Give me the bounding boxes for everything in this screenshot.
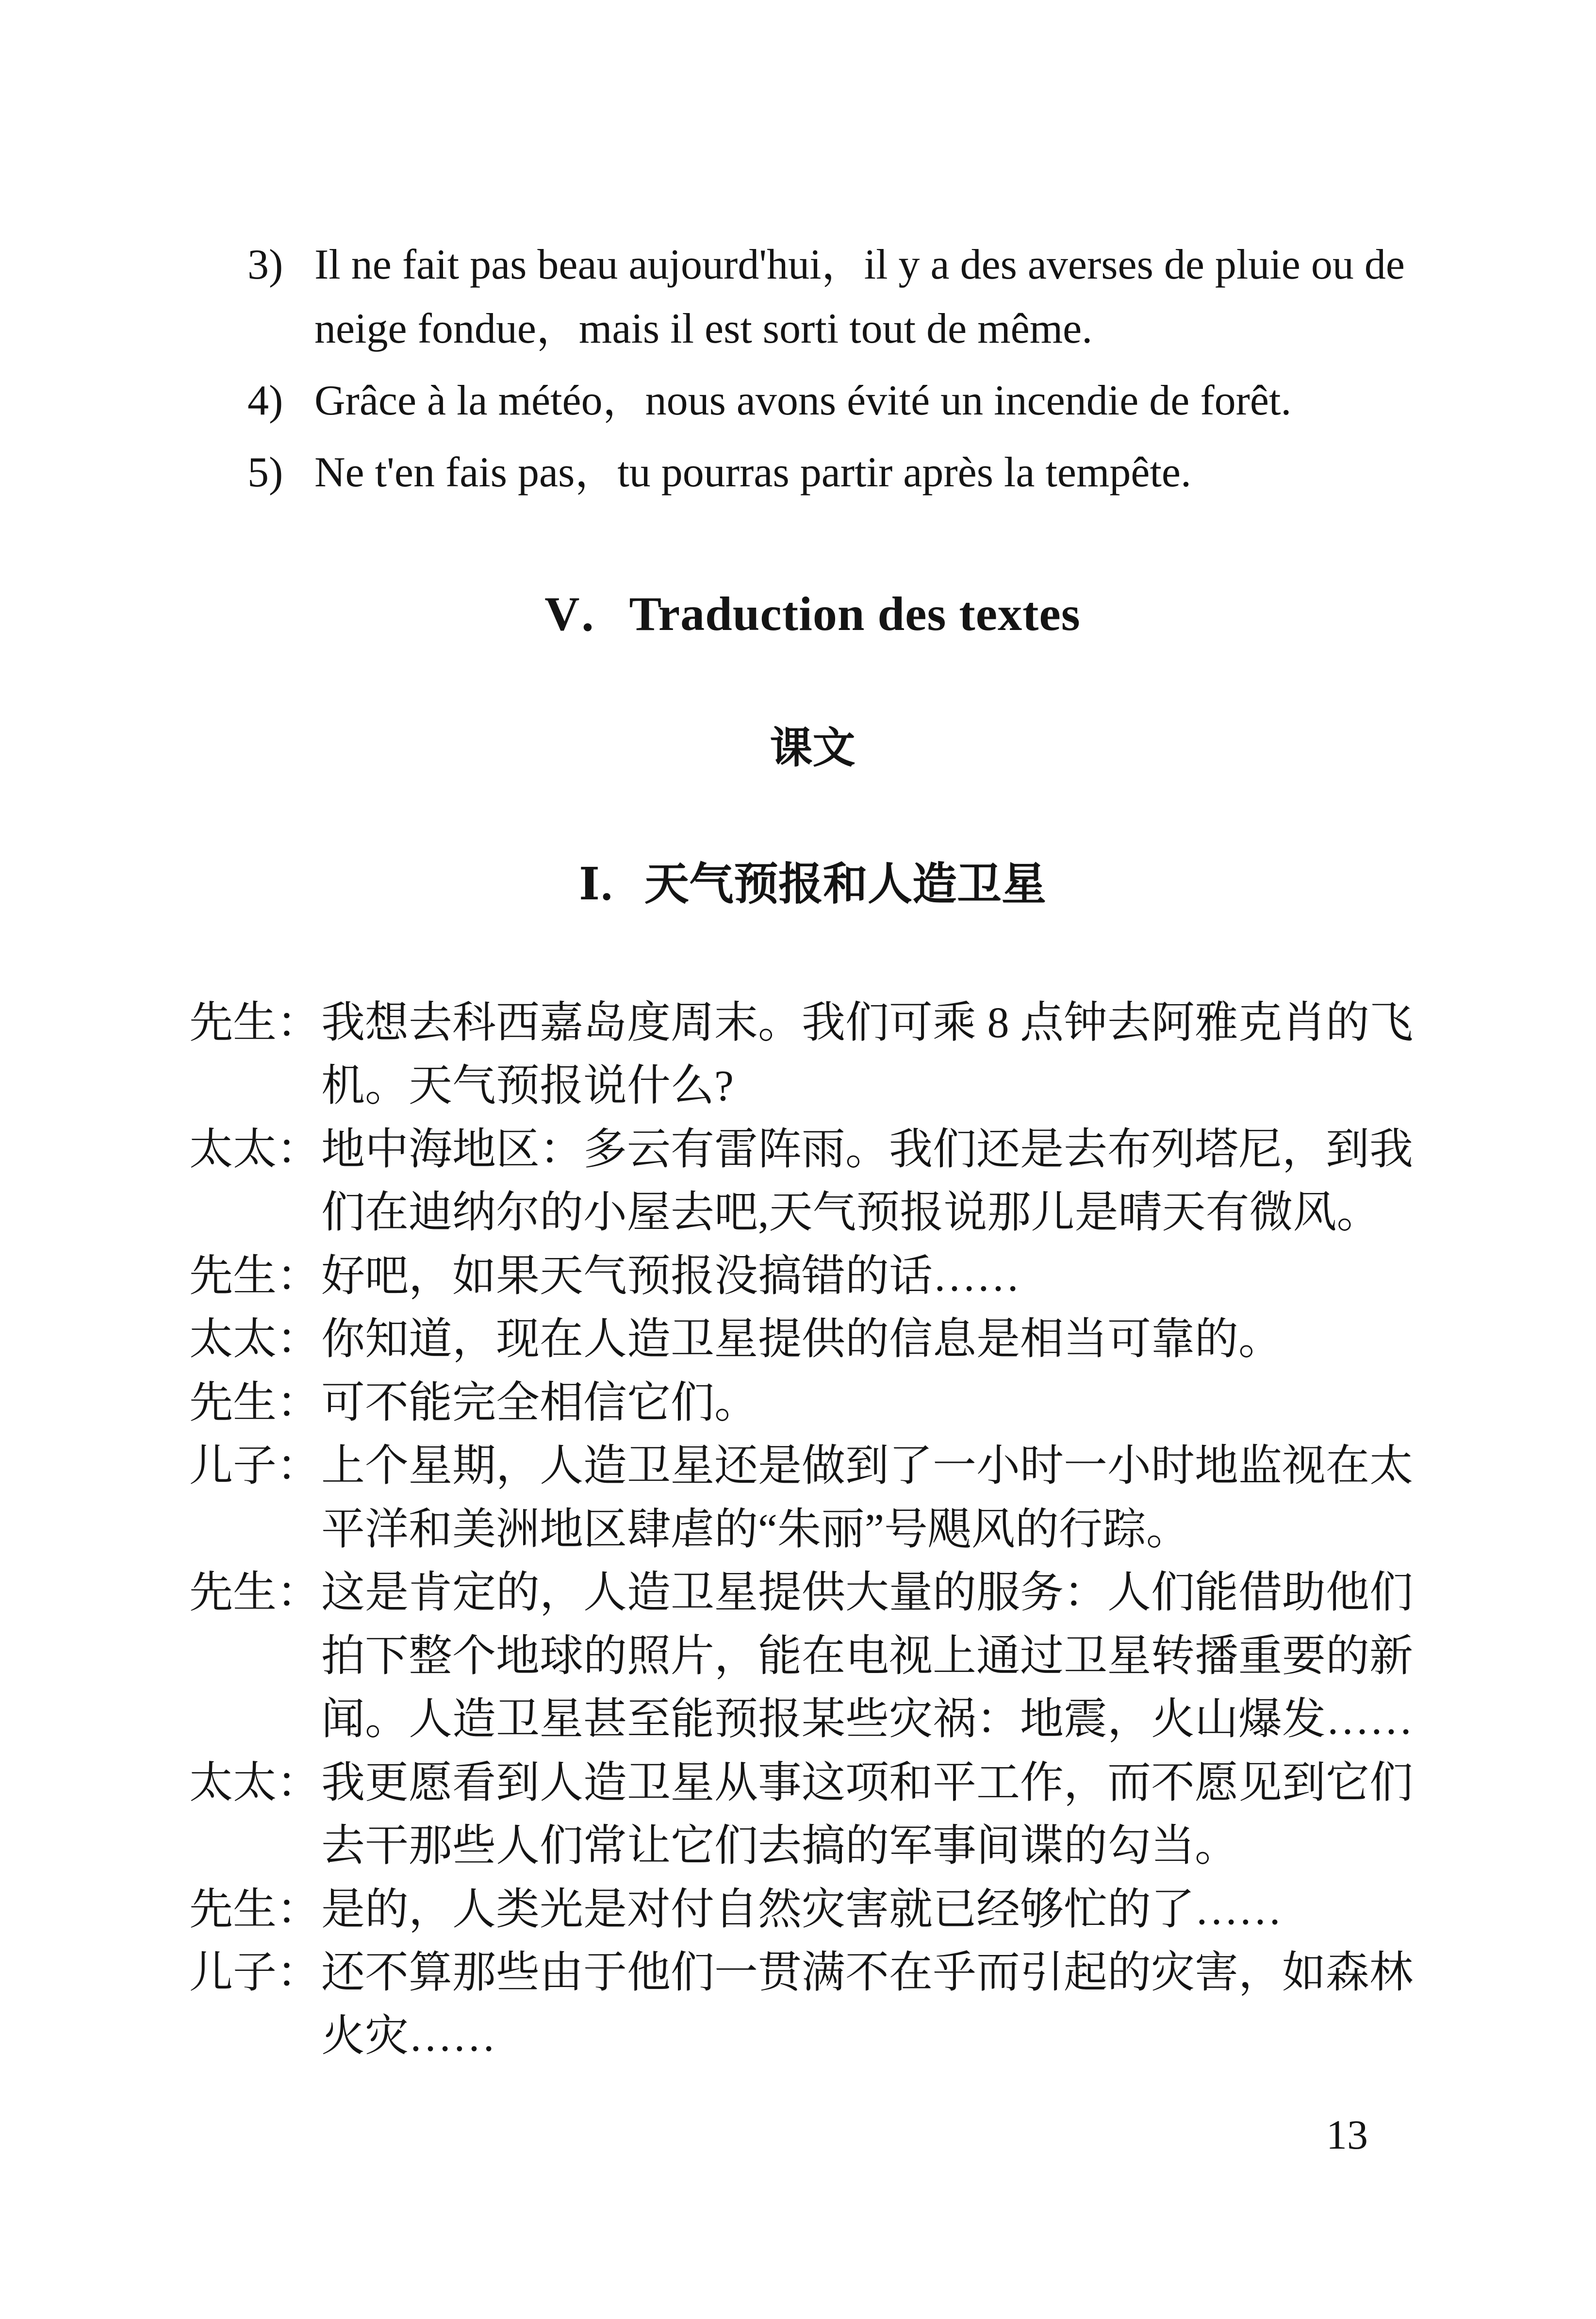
dialogue-text: 还不算那些由于他们一贯满不在乎而引起的灾害，如森林火灾…… [321,1949,1413,2060]
dialogue-line [189,1878,1436,1942]
item-number: 5) [247,449,283,496]
dialogue-text: 你知道，现在人造卫星提供的信息是相当可靠的。 [321,1315,1282,1364]
dialogue-line [189,1435,1436,1561]
dialogue-speaker: 先生： [189,1569,320,1617]
item-number: 4) [247,377,283,424]
item-number: 3) [247,241,283,288]
dialogue-text: 这是肯定的，人造卫星提供大量的服务：人们能借助他们拍下整个地球的照片，能在电视上通过卫星转播重要的新闻。人造卫星甚至能预报某些灾祸：地震，火山爆发…… [321,1569,1413,1744]
dialogue-text: 地中海地区：多云有雷阵雨。我们还是去布列塔尼，到我们在迪纳尔的小屋去吧,天气预报说那儿是晴天有微风。 [321,1125,1413,1237]
dialogue-speaker: 太太： [189,1315,320,1364]
dialogue-speaker: 先生： [189,1885,320,1934]
french-exercise-item [247,233,1436,361]
dialogue-line [189,1118,1436,1245]
dialogue-line [189,1372,1436,1435]
dialogue-line [189,992,1436,1118]
item-text: Ne t'en fais pas，tu pourras partir après la tempête. [314,449,1191,496]
text-one-heading: Ⅰ．天气预报和人造卫星 [578,859,1047,909]
dialogue-line [189,1752,1436,1878]
dialogue-line [189,1561,1436,1752]
dialogue-speaker: 先生： [189,1378,320,1427]
dialogue-text: 上个星期，人造卫星还是做到了一小时一小时地监视在太平洋和美洲地区肆虐的“朱丽”号飓风的行踪。 [321,1442,1413,1554]
dialogue-line [189,1245,1436,1309]
dialogue-text: 好吧，如果天气预报没搞错的话…… [321,1252,1020,1300]
page-number: 13 [1326,2111,1368,2158]
french-exercise-item [247,441,1436,505]
dialogue-line [189,1308,1436,1372]
dialogue-text: 是的，人类光是对付自然灾害就已经够忙的了…… [321,1885,1282,1934]
french-exercise-item [247,369,1436,433]
french-exercise-list [247,233,1436,505]
dialogue-block [189,992,1436,2069]
dialogue-speaker: 儿子： [189,1949,320,1997]
dialogue-speaker: 先生： [189,998,320,1047]
dialogue-text: 可不能完全相信它们。 [321,1378,758,1427]
dialogue-speaker: 太太： [189,1758,320,1807]
section-title: V．Traduction des textes [544,587,1081,641]
dialogue-speaker: 太太： [189,1125,320,1174]
dialogue-speaker: 儿子： [189,1442,320,1491]
dialogue-text: 我更愿看到人造卫星从事这项和平工作，而不愿见到它们去干那些人们常让它们去搞的军事间谍的勾当。 [321,1758,1413,1871]
kewen-heading: 课文 [770,725,856,772]
dialogue-line [189,1941,1436,2068]
dialogue-speaker: 先生： [189,1252,320,1300]
dialogue-text: 我想去科西嘉岛度周末。我们可乘 8 点钟去阿雅克肖的飞机。天气预报说什么? [321,998,1413,1110]
item-text: Grâce à la météo，nous avons évité un incendie de forêt. [314,377,1292,424]
item-text: Il ne fait pas beau aujourd'hui，il y a des averses de pluie ou de neige fondue，mais il est sorti tout de même. [314,241,1405,352]
